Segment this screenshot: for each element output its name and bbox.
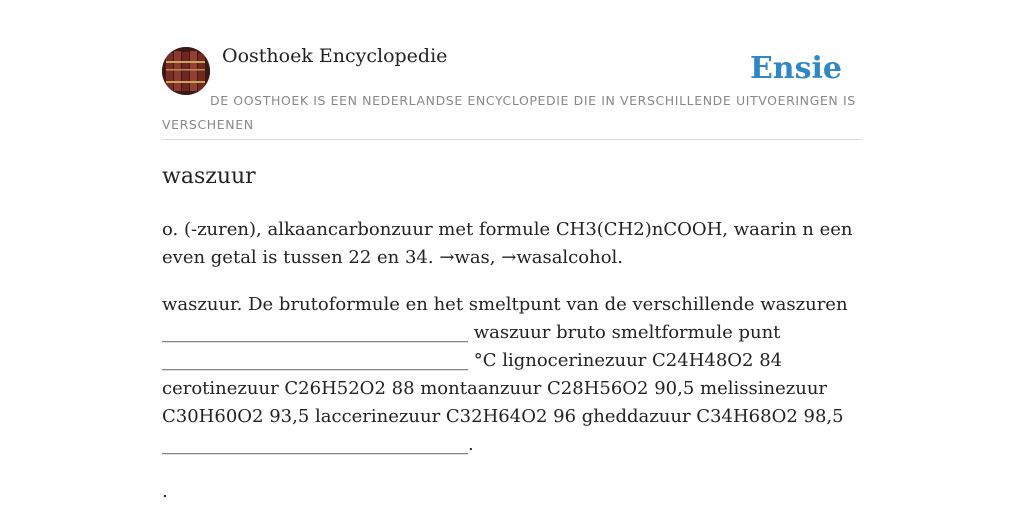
table-paragraph: waszuur. De brutoformule en het smeltpunt van de verschillende waszuren __________________________________ waszuur bruto smeltformule punt __________________________________ °C lignocerinezuur C24H48O2 84 cerotinezuur C26H52O2 88 montaanzuur C28H56O2 90,5 melissinezuur C30H60O2 93,5 laccerinezuur C32H64O2 96 gheddazuur C34H68O2 98,5 __________________________________. <box>162 294 848 455</box>
site-name-link[interactable]: Oosthoek Encyclopedie <box>222 45 448 67</box>
brand-logo[interactable]: Ensie <box>749 51 842 86</box>
end-paragraph: . <box>162 481 168 502</box>
header-divider <box>162 139 862 140</box>
book-spines-avatar-icon[interactable] <box>162 47 210 95</box>
definition-paragraph: o. (-zuren), alkaancarbonzuur met formule CH3(CH2)nCOOH, waarin n een even getal is tussen 22 en 34. →was, →wasalcohol. <box>162 219 853 268</box>
article-body <box>162 216 862 525</box>
article-title: waszuur <box>162 164 256 189</box>
site-tagline: DE OOSTHOEK IS EEN NEDERLANDSE ENCYCLOPEDIE DIE IN VERSCHILLENDE UITVOERINGEN IS VERSCHENEN <box>162 93 856 132</box>
